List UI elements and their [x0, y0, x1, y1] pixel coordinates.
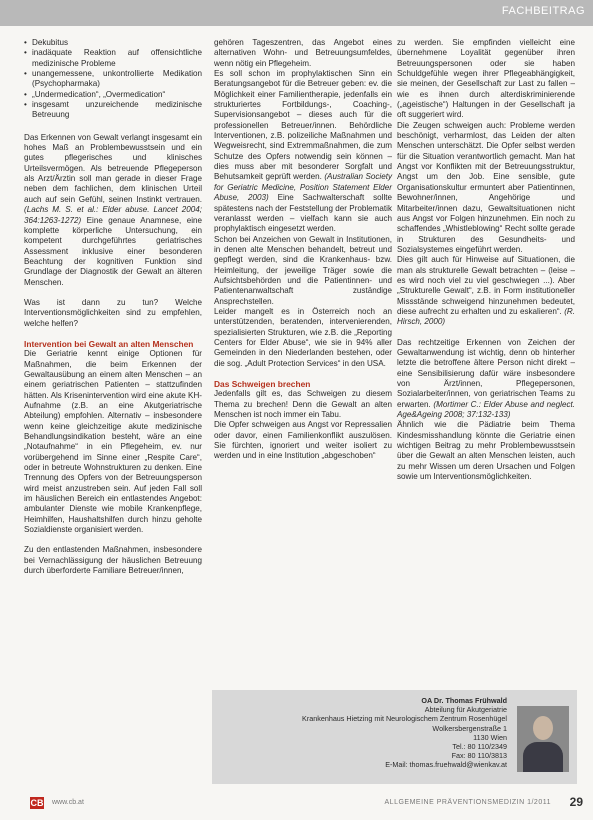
paragraph-text: Das rechtzeitige Erkennen von Zeichen der Gewaltanwendung ist wichtig, denn ob hinterher letzte die betroffene ältere Person nicht direkt – eine Sensibilisierung dafür wäre insbesondere von Ärzt/innen, Pflegepersonen, Sozialarbeiter/innen, von geriatrischen Teams zu erwarten. — [397, 337, 575, 409]
paragraph: Die Opfer schweigen aus Angst vor Repressalien oder davor, einen Familienkonflikt auszulösen. Sie fürchten, ignoriert und weiter isoliert zu werden und in eine Institution „abgeschoben“ — [214, 420, 392, 461]
photo-head — [533, 716, 553, 740]
paragraph: Jedenfalls gilt es, das Schweigen zu diesem Thema zu brechen! Denn die Gewalt an alten Menschen ist noch immer ein Tabu. — [214, 389, 392, 420]
photo-body — [523, 742, 563, 772]
paragraph — [397, 338, 575, 421]
author-department: Abteilung für Akutgeriatrie — [424, 705, 507, 715]
column-1 — [24, 38, 202, 587]
paragraph-text: Dies gilt auch für Hinweise auf Situationen, die man als strukturelle Gewalt betrachten – (leise – es wird noch viel zu viel geschwiegen ...). Aber „Strukturelle Gewalt“, z.B. in Form institutioneller Missstände schweigend hinzunehmen bedeutet, diese aufrecht zu erhalten und zu eskalieren“. — [397, 255, 575, 316]
author-fax: Fax: 80 110/3813 — [451, 751, 507, 761]
section-heading: Das Schweigen brechen — [214, 379, 311, 389]
author-street: Wolkersbergenstraße 1 — [432, 723, 507, 733]
paragraph: zu werden. Sie empfinden vielleicht eine übernehmene Loyalität gegenüber ihren Betreuungspersonen oder sie haben Schuldgefühle wegen ihrer Pflegeabhängigkeit, sie meinen, der Gesellschaft zur Last zu fallen – wie es ihnen durch alterdiskriminierende („ageistische“) Haltungen in der Gesellschaft ja oft suggeriert wird. — [397, 38, 575, 120]
paragraph — [397, 255, 575, 327]
paragraph — [24, 133, 202, 288]
author-contact — [217, 696, 507, 770]
paragraph — [214, 69, 392, 235]
bullet-list — [24, 38, 202, 121]
paragraph-text: Es soll schon im prophylaktischen Sinn ein Beratungsangebot für die Betreuer geben: ev. die Möglichkeit einer Familientherapie, jedenfalls ein strukturiertes Fortbildungs-, Coaching-, Supervisionsangebot – dieses auch für die professionellen Betreuer/innen. Behördliche Interventionen, z.B. polizeiliche Maßnahmen und Wegweisrecht, sind Extremmaßnahmen, die zum Schutze des Opfers notwendig sein können – dies muss aber mit besonderer Sorgfalt und Behutsamkeit geprüft werden. — [214, 69, 392, 182]
list-item: • inadäquate Reaktion auf offensichtliche medizinische Probleme — [32, 48, 202, 69]
paragraph: Was ist dann zu tun? Welche Interventionsmöglichkeiten sind zu empfehlen, welche helfen? — [24, 297, 202, 328]
paragraph: Zu den entlastenden Maßnahmen, insbesondere bei Vernachlässigung der häuslichen Betreuung durch überforderte Familiare Betreuer/innen, — [24, 545, 202, 576]
column-3 — [397, 38, 575, 492]
author-name: OA Dr. Thomas Frühwald — [421, 696, 507, 705]
paragraph: Die Zeugen schweigen auch: Probleme werden beschönigt, verharmlost, das Leiden der alten Menschen unterschätzt. Die Opfer selbst werden für die Situation verantwortlich gemacht. Man hat Angst vor Konflikten mit der Betreuungsstruktur, Angst um den Job. Eine sensible, gute Organisationskultur ermuntert aber Patientinnen, Bewohner/innen, Angehörige und Mitarbeiter/innen dazu, Gewaltsituationen nicht aus Angst vor Folgen hinzunehmen. Ein noch zu schaffendes „Whistleblowing“ Recht sollte gerade in Strukturen des Gesundheits- und Sozialsystemes eingeführt werden. — [397, 120, 575, 254]
header-bar — [0, 0, 593, 26]
author-hospital: Krankenhaus Hietzing mit Neurologischem Zentrum Rosenhügel — [302, 714, 507, 724]
citation: (R. Hirsch, 2000) — [397, 306, 575, 327]
publisher-logo-icon: CB — [30, 798, 44, 808]
author-photo — [517, 706, 569, 772]
journal-name: ALLGEMEINE PRÄVENTIONSMEDIZIN 1/2011 — [384, 799, 551, 806]
paragraph-text: Das Erkennen von Gewalt verlangt insgesamt ein hohes Maß an Problembewusstsein und ein gutes pflegerisches und klinisches Urteilsvermögen. Als betreuende Pflegeperson als Arzt/Ärztin soll man gerade in dieser Frage neben dem fachlichen, dem klinischen Urteil auch auf sein Gefühl, seinen Instinkt vertrauen. — [24, 132, 202, 204]
page-number: 29 — [569, 795, 583, 809]
list-item: • „Undermedication“, „Overmedication“ — [32, 90, 202, 100]
column-2 — [214, 38, 392, 472]
paragraph-text: Eine Sachwalterschaft sollte spätestens nach der Feststellung der Problematik veranlasst werden – vielfach kann sie auch prophylaktisch eingesetzt werden. — [214, 193, 392, 234]
citation: (Mortimer C.: Elder Abuse and neglect. Age&Ageing 2008; 37:132-133) — [397, 399, 575, 420]
citation: (Australian Society for Geriatric Medicine, Position Statement Elder Abuse, 2003) — [214, 172, 393, 203]
paragraph-text: Eine genaue Anamnese, eine komplette körperliche Untersuchung, ein kompetent durchgeführtes geriatrisches Assessment inklusive einer besonderen Beachtung der kognitiven Funktion sind Grundlage der Diagnostik der Gewalt an älteren Menschen. — [24, 215, 202, 287]
author-email[interactable]: E-Mail: thomas.fruehwald@wienkav.at — [385, 760, 507, 770]
paragraph: Die Geriatrie kennt einige Optionen für Maßnahmen, die beim Erkennen der Gewaltausübung an einem alten Menschen – an einem geriatrischen Patienten – stattzufinden hätten. Als Krisenintervention wird eine akute KH-Aufnahme (z.B. an eine Akutgeriatrische Abteilung) empfohlen. Alternativ – insbesondere wenn keine gleichzeitige akute medizinische Behandlungsindikation besteht, wäre an eine „Notaufnahme“ in ein Pflegeheim, ev. nur vorübergehend im Sinne einer „Respite Care“, oder in betreute Wohnstrukturen zu denken. Eine Trennung des Opfers von der Betreuungsperson wird meist anzustreben sein. Auf jeden Fall soll im häuslichen Bereich ein entlastendes Angebot: ambulanter Dienste wie mobile Krankenpflege, Heimhilfen, Haushaltshilfen durch hinzu geholte Sozialdienste organisiert werden. — [24, 349, 202, 535]
paragraph: Schon bei Anzeichen von Gewalt in Institutionen, in denen alte Menschen behandelt, betreut und gepflegt werden, sind die Krankenhaus- bzw. Heimleitung, der jeweilige Träger sowie die Aufsichtsbehörden und die Patientinnen- und Patientenanwaltschaft zuständige Ansprechstellen. — [214, 234, 392, 306]
list-item: • Dekubitus — [32, 38, 202, 48]
paragraph: gehören Tageszentren, das Angebot eines alternativen Wohn- und Betreuungsumfeldes, wenn nötig ein Pflegeheim. — [214, 38, 392, 68]
author-phone: Tel.: 80 110/2349 — [452, 742, 507, 752]
publisher-url[interactable]: www.cb.at — [52, 799, 84, 806]
citation: (Lachs M. S. et al.: Elder abuse. Lancet 2004; 364:1263-1272) — [24, 205, 202, 225]
list-item: • insgesamt unzureichende medizinische Betreuung — [32, 100, 202, 121]
section-tag: FACHBEITRAG — [501, 5, 585, 17]
author-info-box — [212, 690, 577, 784]
page-footer — [0, 794, 593, 814]
author-city: 1130 Wien — [473, 732, 507, 742]
list-item: • unangemessene, unkontrollierte Medikation (Psychopharmaka) — [32, 69, 202, 90]
paragraph: Ähnlich wie die Pädiatrie beim Thema Kindesmisshandlung könnte die Geriatrie einen wichtigen Beitrag zu mehr Problembewusstsein über die Gewalt an alten Menschen leisten, auch zu mehr Wissen um deren Ursachen und Folgen sowie um Interventionsmöglichkeiten. — [397, 420, 575, 482]
section-heading: Intervention bei Gewalt an alten Menschen — [24, 338, 194, 349]
paragraph: Leider mangelt es in Österreich noch an unterstützenden, beratenden, intervenierenden, spezialisierten Strukturen, wie z.B. die „Reporting Centers for Elder Abuse“, wie sie in 94% aller Gemeinden in den Niederlanden bestehen, oder die sog. „Adult Protection Services“ in den USA. — [214, 306, 392, 368]
